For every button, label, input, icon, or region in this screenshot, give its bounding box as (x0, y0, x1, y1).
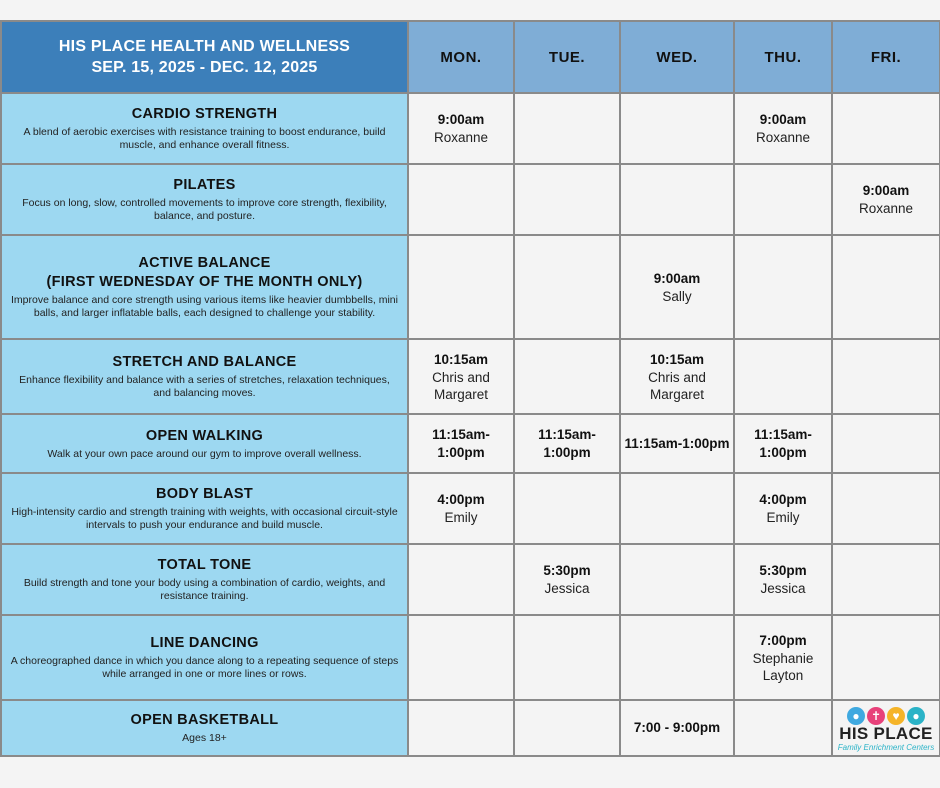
slot-wed (620, 615, 734, 700)
slot-mon (408, 473, 514, 544)
slot-thu (734, 414, 832, 473)
class-row (1, 544, 940, 615)
session-time: 10:15am (649, 351, 705, 367)
instructor-name: Emily (444, 510, 478, 525)
instructor-name: Jessica (760, 581, 806, 596)
class-description: A blend of aerobic exercises with resistance training to boost endurance, build muscle, and enhance overall fitness. (23, 126, 386, 151)
session-time: 11:15am-1:00pm (754, 426, 812, 460)
slot-thu (734, 473, 832, 544)
header-row (1, 21, 940, 93)
class-row (1, 339, 940, 414)
class-row (1, 615, 940, 700)
day-header-tue: TUE. (514, 21, 620, 93)
schedule-title (1, 21, 408, 93)
instructor-name: Chris and Margaret (648, 369, 706, 402)
slot-mon (408, 544, 514, 615)
class-name: CARDIO STRENGTH (131, 106, 278, 122)
instructor-name: Sally (662, 288, 692, 304)
class-row (1, 164, 940, 235)
session-time: 9:00am (862, 183, 910, 198)
class-info (1, 700, 408, 756)
slot-wed (620, 700, 734, 756)
slot-fri (832, 235, 940, 339)
session-time: 9:00am (437, 112, 485, 127)
day-header-fri: FRI. (832, 21, 940, 93)
instructor-name: Emily (766, 510, 800, 525)
slot-thu (734, 93, 832, 164)
class-name: OPEN WALKING (145, 427, 264, 444)
slot-fri (832, 93, 940, 164)
session-time: 7:00pm (759, 632, 807, 648)
session-time: 9:00am (653, 270, 701, 286)
session-time: 11:15am-1:00pm (538, 426, 596, 460)
session-time: 5:30pm (543, 563, 591, 578)
class-info (1, 235, 408, 339)
class-name: BODY BLAST (156, 486, 253, 502)
slot-tue (514, 414, 620, 473)
slot-tue (514, 700, 620, 756)
instructor-name: Roxanne (433, 130, 489, 145)
instructor-name: Stephanie Layton (752, 650, 814, 683)
slot-mon (408, 164, 514, 235)
slot-fri (832, 615, 940, 700)
class-name: TOTAL TONE (157, 557, 252, 573)
slot-wed (620, 339, 734, 414)
slot-fri (832, 164, 940, 235)
slot-fri (832, 544, 940, 615)
class-info (1, 473, 408, 544)
class-info (1, 414, 408, 473)
session-time: 9:00am (759, 112, 807, 127)
slot-fri (832, 339, 940, 414)
class-name: STRETCH AND BALANCE (112, 354, 297, 370)
slot-mon (408, 700, 514, 756)
slot-wed (620, 414, 734, 473)
slot-mon (408, 615, 514, 700)
class-description: Ages 18+ (182, 732, 227, 744)
slot-tue (514, 473, 620, 544)
his-place-logo (832, 700, 940, 756)
day-header-thu: THU. (734, 21, 832, 93)
slot-tue (514, 615, 620, 700)
slot-wed (620, 93, 734, 164)
class-info (1, 339, 408, 414)
class-description: Enhance flexibility and balance with a series of stretches, relaxation techniques, and balancing moves. (19, 374, 390, 399)
class-row (1, 414, 940, 473)
session-time: 4:00pm (437, 492, 485, 507)
logo-cross-icon: ✝ (867, 707, 885, 725)
slot-mon (408, 414, 514, 473)
class-description: A choreographed dance in which you dance along to a repeating sequence of steps while arranged in one or more lines or rows. (10, 655, 399, 680)
slot-thu (734, 339, 832, 414)
logo-person-icon: ● (847, 707, 865, 725)
class-info (1, 164, 408, 235)
slot-wed (620, 544, 734, 615)
slot-tue (514, 235, 620, 339)
slot-fri (832, 414, 940, 473)
class-info (1, 544, 408, 615)
class-row (1, 700, 940, 756)
slot-thu (734, 615, 832, 700)
class-name: LINE DANCING (150, 635, 259, 651)
class-name: PILATES (173, 177, 236, 193)
logo-figures (833, 707, 939, 725)
slot-thu (734, 164, 832, 235)
day-header-wed: WED. (620, 21, 734, 93)
day-header-mon: MON. (408, 21, 514, 93)
logo-person-icon: ● (907, 707, 925, 725)
instructor-name: Chris and Margaret (432, 369, 490, 402)
date-range: SEP. 15, 2025 - DEC. 12, 2025 (91, 59, 318, 76)
session-time: 11:15am-1:00pm (624, 435, 730, 451)
class-description: High-intensity cardio and strength training with weights, with occasional circuit-style intervals to push your endurance and build muscle. (11, 506, 398, 531)
slot-thu (734, 235, 832, 339)
slot-tue (514, 93, 620, 164)
class-name: OPEN BASKETBALL (130, 712, 279, 728)
session-time: 7:00 - 9:00pm (633, 720, 721, 735)
class-row (1, 93, 940, 164)
session-time: 11:15am-1:00pm (432, 426, 490, 460)
class-description: Build strength and tone your body using a combination of cardio, weights, and resistance training. (23, 577, 386, 602)
schedule-body (1, 93, 940, 756)
logo-tagline: Family Enrichment Centers (837, 742, 935, 752)
class-info (1, 615, 408, 700)
slot-wed (620, 473, 734, 544)
slot-wed (620, 235, 734, 339)
slot-tue (514, 544, 620, 615)
class-row (1, 473, 940, 544)
class-description: Focus on long, slow, controlled movements to improve core strength, flexibility, balance, and posture. (22, 197, 387, 222)
slot-thu (734, 700, 832, 756)
session-time: 5:30pm (759, 563, 807, 578)
session-time: 10:15am (433, 351, 489, 367)
slot-tue (514, 339, 620, 414)
slot-mon (408, 93, 514, 164)
schedule-table (0, 20, 940, 757)
slot-tue (514, 164, 620, 235)
instructor-name: Jessica (544, 581, 590, 596)
logo-heart-icon: ♥ (887, 707, 905, 725)
program-title: HIS PLACE HEALTH AND WELLNESS (58, 38, 351, 55)
class-row (1, 235, 940, 339)
slot-fri (832, 473, 940, 544)
session-time: 4:00pm (759, 492, 807, 507)
class-name: ACTIVE BALANCE (138, 255, 271, 271)
instructor-name: Roxanne (858, 201, 914, 216)
class-description: Walk at your own pace around our gym to improve overall wellness. (47, 447, 362, 460)
class-description: Improve balance and core strength using various items like heavier dumbbells, mini balls, and larger inflatable balls, each designed to challenge your stability. (11, 294, 398, 319)
slot-mon (408, 339, 514, 414)
class-subtitle: (FIRST WEDNESDAY OF THE MONTH ONLY) (46, 274, 363, 290)
slot-mon (408, 235, 514, 339)
slot-thu (734, 544, 832, 615)
logo-name: HIS PLACE (839, 723, 933, 743)
class-info (1, 93, 408, 164)
slot-wed (620, 164, 734, 235)
instructor-name: Roxanne (755, 130, 811, 145)
